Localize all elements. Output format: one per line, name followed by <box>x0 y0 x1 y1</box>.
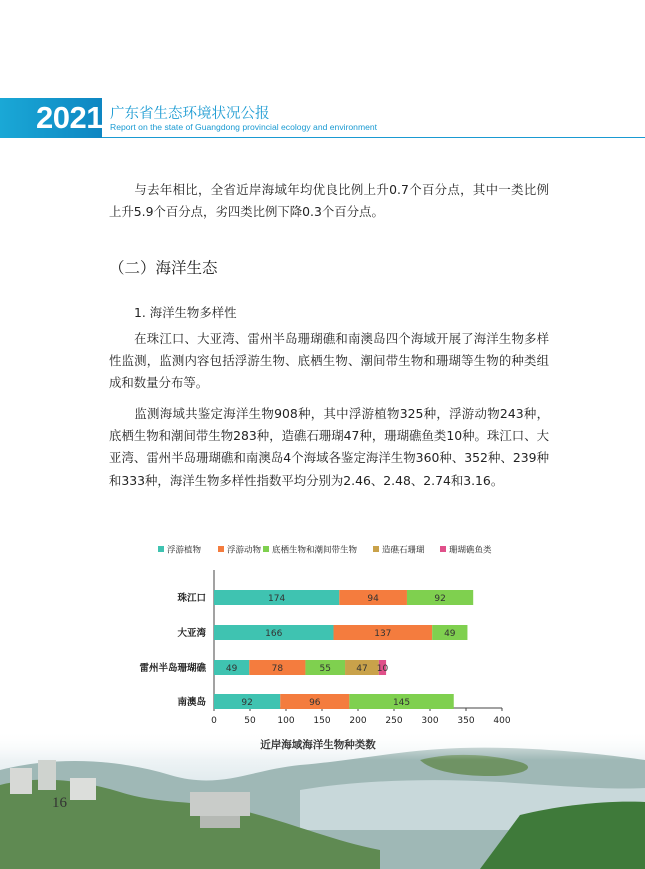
page-number: 16 <box>52 795 67 811</box>
legend-label-3: 底栖生物和潮间带生物 <box>272 545 358 556</box>
data-label-1-1: 174 <box>268 594 286 604</box>
x-tick-label-150: 150 <box>313 716 331 726</box>
legend-label-2: 浮游动物 <box>227 545 262 556</box>
legend-swatch-5 <box>440 546 446 552</box>
x-tick-label-400: 400 <box>493 716 511 726</box>
data-label-3-5: 10 <box>376 664 389 674</box>
category-label-2: 大亚湾 <box>177 628 206 639</box>
x-tick-label-0: 0 <box>211 716 217 726</box>
x-tick-label-200: 200 <box>349 716 367 726</box>
legend-swatch-1 <box>158 546 164 552</box>
data-label-2-3: 49 <box>444 629 456 639</box>
x-axis-title: 近岸海域海洋生物种类数 <box>260 739 376 751</box>
report-title: 广东省生态环境状况公报 <box>110 106 270 122</box>
category-label-4: 南澳岛 <box>177 697 206 708</box>
report-year: 2021 <box>36 100 103 135</box>
data-label-3-4: 47 <box>356 664 368 674</box>
paragraph-species-counts: 监测海域共鉴定海洋生物908种，其中浮游植物325种，浮游动物243种，底栖生物和潮间带生物283种，造礁石珊瑚47种，珊瑚礁鱼类10种。珠江口、大亚湾、雷州半岛珊瑚礁和南澳岛4个海域各鉴定海洋生物360种、352种、239种和333种，海洋生物多样性指数平均分别为2.46、2.48、2.74和3.16。 <box>109 406 549 488</box>
section-title: （二）海洋生态 <box>109 259 218 277</box>
legend-swatch-2 <box>218 546 224 552</box>
subsection-title: 1. 海洋生物多样性 <box>134 305 237 320</box>
x-tick-label-250: 250 <box>385 716 403 726</box>
legend-label-5: 珊瑚礁鱼类 <box>449 545 492 556</box>
category-label-1: 珠江口 <box>177 593 206 604</box>
x-tick-label-300: 300 <box>421 716 439 726</box>
paragraph-intro: 与去年相比，全省近岸海域年均优良比例上升0.7个百分点，其中一类比例上升5.9个百分点，劣四类比例下降0.3个百分点。 <box>109 182 549 220</box>
category-label-3: 雷州半岛珊瑚礁 <box>139 663 206 674</box>
report-subtitle: Report on the state of Guangdong provincial ecology and environment <box>110 122 378 132</box>
data-label-4-2: 96 <box>309 698 321 708</box>
data-label-3-2: 78 <box>271 664 284 674</box>
legend-label-1: 浮游植物 <box>167 545 202 556</box>
x-tick-label-50: 50 <box>244 716 256 726</box>
legend-swatch-3 <box>263 546 269 552</box>
paragraph-monitoring-scope: 在珠江口、大亚湾、雷州半岛珊瑚礁和南澳岛四个海域开展了海洋生物多样性监测，监测内容包括浮游生物、底栖生物、潮间带生物和珊瑚等生物的种类组成和数量分布等。 <box>109 331 549 391</box>
data-label-4-3: 145 <box>392 698 411 708</box>
legend-swatch-4 <box>373 546 379 552</box>
legend-label-4: 造礁石珊瑚 <box>382 545 425 556</box>
x-tick-label-100: 100 <box>277 716 295 726</box>
data-label-3-1: 49 <box>225 664 238 674</box>
data-label-1-2: 94 <box>367 594 379 604</box>
data-label-4-1: 92 <box>241 698 253 708</box>
data-label-1-3: 92 <box>434 594 446 604</box>
data-label-3-3: 55 <box>319 664 331 674</box>
data-label-2-2: 137 <box>374 629 392 639</box>
data-label-2-1: 166 <box>265 629 283 639</box>
x-tick-label-350: 350 <box>457 716 475 726</box>
